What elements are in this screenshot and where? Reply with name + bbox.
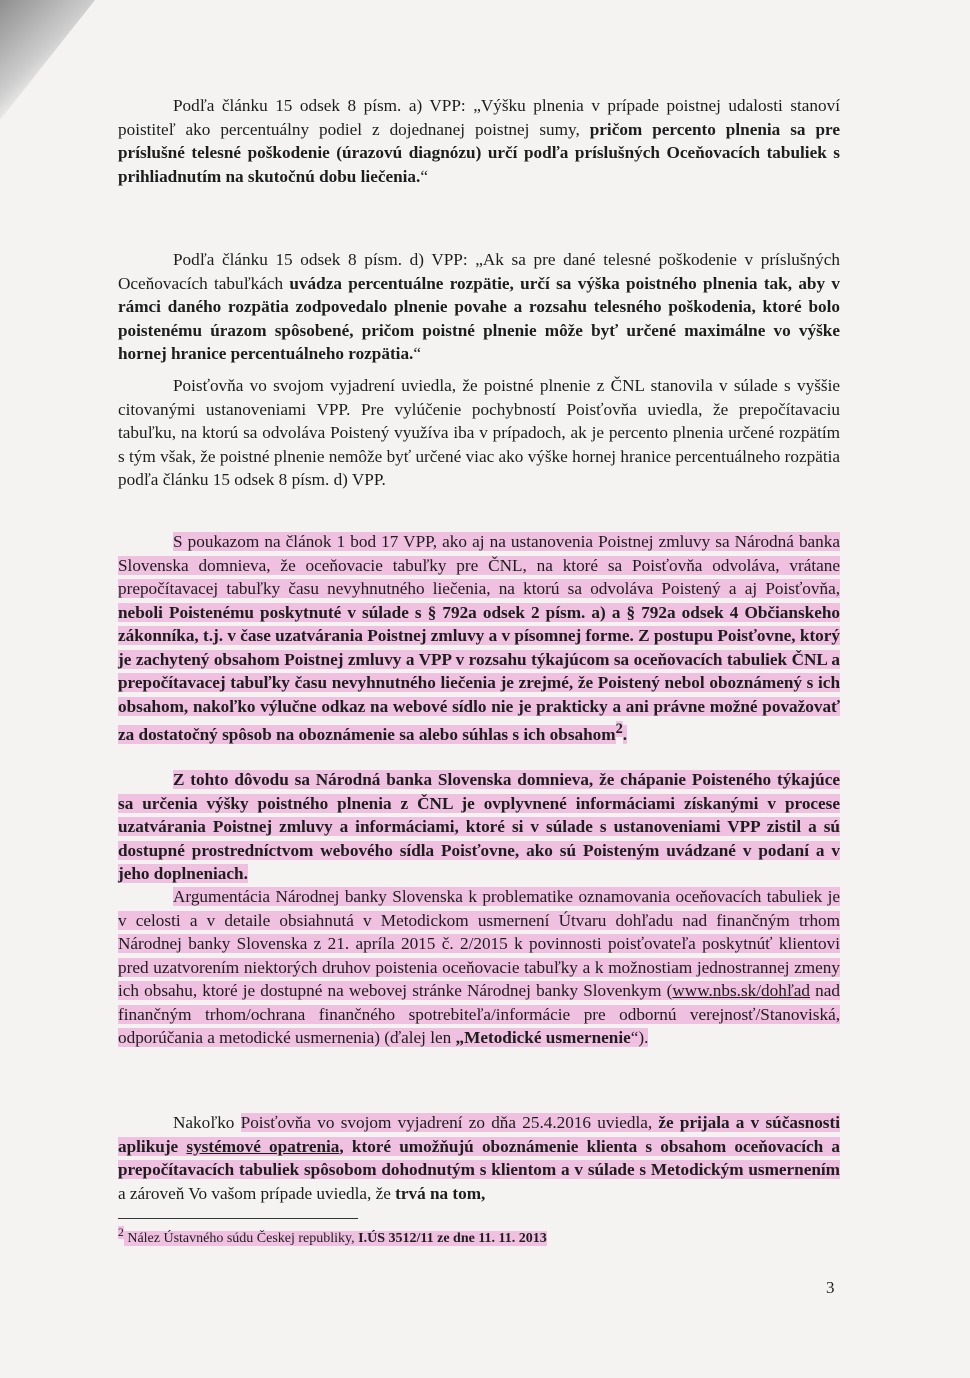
text-run: S poukazom na článok 1 bod 17 VPP, ako aj na ustanovenia Poistnej zmluvy sa Národná banka Slovenska domnieva, že oceňovacie tabuľky pre ČNL, na ktoré sa Poisťovňa odvoláva, vrátane prepočítavacej tabuľky času nevyhnutného liečenia, na ktorú sa odvoláva Poistený a aj Poisťovňa, — [118, 532, 840, 598]
paragraph-insurer-measures — [118, 1111, 840, 1205]
text-run: že prijala a v súčasnosti aplikuje — [118, 1113, 840, 1156]
footnote — [118, 1224, 840, 1248]
text-run: “ — [420, 166, 428, 186]
text-run: neboli Poistenému poskytnuté v súlade s § 792a odsek 2 písm. a) a § 792a odsek 4 Občianskeho zákonníka, t.j. v čase uzatvárania Poistnej zmluvy a v písomnej forme. Z postupu Poisťovne, ktorý je zachytený obsahom Poistnej zmluvy a VPP v rozsahu týkajúcom sa oceňovacích tabuliek ČNL a prepočítavacej tabuľky času nevyhnutného liečenia je zrejmé, že Poistený nebol oboznámený s ich obsahom, nakoľko výlučne odkaz na webové sídlo nie je prakticky a ani právne možné považovať za dostatočný spôsob na oboznámenie sa alebo súhlas s ich obsahom — [118, 602, 840, 744]
text-run: uvádza percentuálne rozpätie, určí sa výška poistného plnenia tak, aby v rámci daného rozpätia zodpovedalo plnenie povahe a rozsahu telesného poškodenia, ktoré bolo poistenému úrazom spôsobené, pričom poistné plnenie môže byť určené maximálne vo výške hornej hranice percentuálneho rozpätia. — [118, 273, 840, 363]
text-run: pričom percento plnenia sa pre príslušné telesné poškodenie (úrazovú diagnózu) určí podľa príslušných Oceňovacích tabuliek s prihliadnutím na skutočnú dobu liečenia. — [118, 119, 840, 186]
text-run: , ktoré umožňujú oboznámenie klienta s obsahom oceňovacích a prepočítavacích tabuliek spôsobom dohodnutým s klientom a v súlade s Metodickým usmernením — [118, 1136, 840, 1179]
paragraph-article-15-a — [118, 94, 840, 188]
text-run: Podľa článku 15 odsek 8 písm. d) VPP: „Ak sa pre dané telesné poškodenie v príslušných Oceňovacích tabuľkách — [118, 250, 840, 293]
text-run: Podľa článku 15 odsek 8 písm. a) VPP: „Výšku plnenia v prípade poistnej udalosti stanoví poistiteľ ako percentuálny podiel z dojednanej poistnej sumy, — [118, 96, 840, 139]
text-run: www.nbs.sk/dohľad — [672, 981, 811, 1000]
footnote-text — [118, 1226, 547, 1246]
footnote-marker: 2 — [615, 721, 623, 737]
paragraph-insurer-statement — [118, 374, 840, 492]
page-number: 3 — [826, 1278, 835, 1297]
paragraph-nbs-conclusion — [118, 768, 840, 886]
paragraph-methodical-guidance — [118, 885, 840, 1050]
text-run: Poisťovňa vo svojom vyjadrení zo dňa 25.4.2016 uviedla, — [240, 1113, 659, 1132]
text-run: a zároveň Vo vašom prípade uviedla, že — [118, 1183, 396, 1203]
text-run: “ — [413, 344, 421, 363]
folded-corner-shadow — [0, 0, 95, 120]
text-run: Argumentácia Národnej banky Slovenska k problematike oznamovania oceňovacích tabuliek je v celosti a v detaile obsiahnutá v Metodickom usmernení Útvaru dohľadu nad finančným trhom Národnej banky Slovenska z 21. apríla 2015 č. 2/2015 k povinnosti poisťovateľa poskytnúť klientovi pred uzatvorením niektorých druhov poistenia oceňovacie tabuľky a k možnostiam jednostrannej zmeny ich obsahu, ktoré je dostupné na webovej stránke Národnej banky Slovenkym ( — [118, 887, 840, 1000]
text-run: nad finančným trhom/ochrana finančného spotrebiteľa/informácie pre odbornú verejnosť/Stanoviská, odporúčania a metodické usmernenia) (ďalej len — [118, 981, 840, 1047]
paragraph-nbs-opinion — [118, 530, 840, 746]
text-run: „Metodické usmernenie — [455, 1028, 631, 1047]
text-run: Z tohto dôvodu sa Národná banka Slovenska domnieva, že chápanie Poisteného týkajúce sa určenia výšky poistného plnenia z ČNL je ovplyvnené informáciami získanými v procese uzatvárania Poistnej zmluvy a informáciami, ktoré si v súlade s ustanoveniami VPP zistil a sú dostupné prostredníctvom webového sídla Poisťovne, ako sú Poisteným uvádzané v podaní a v jeho doplneniach. — [118, 770, 840, 883]
text-run: systémové opatrenia — [186, 1136, 340, 1156]
text-run: . — [622, 724, 628, 744]
text-run: trvá na tom, — [395, 1183, 486, 1203]
text-run: I.ÚS 3512/11 ze dne 11. 11. 2013 — [358, 1230, 547, 1246]
text-run: Nakoľko — [173, 1113, 241, 1132]
text-run: Nález Ústavného súdu Českej republiky, — [123, 1230, 359, 1246]
text-run: “). — [630, 1028, 649, 1047]
paragraph-article-15-d — [118, 248, 840, 366]
text-run: Poisťovňa vo svojom vyjadrení uviedla, že poistné plnenie z ČNL stanovila v súlade s vyššie citovanými ustanoveniami VPP. Pre vylúčenie pochybností Poisťovňa uviedla, že prepočítavaciu tabuľku, na ktorú sa odvoláva Poistený využíva iba v prípadoch, ak je percento plnenia určené rozpätím s tým však, že poistné plnenie nemôže byť určené viac ako výške hornej hranice percentuálneho rozpätia podľa článku 15 odsek 8 písm. d) VPP. — [118, 376, 840, 489]
footnote-marker: 2 — [118, 1226, 124, 1239]
footnote-separator — [118, 1218, 358, 1219]
